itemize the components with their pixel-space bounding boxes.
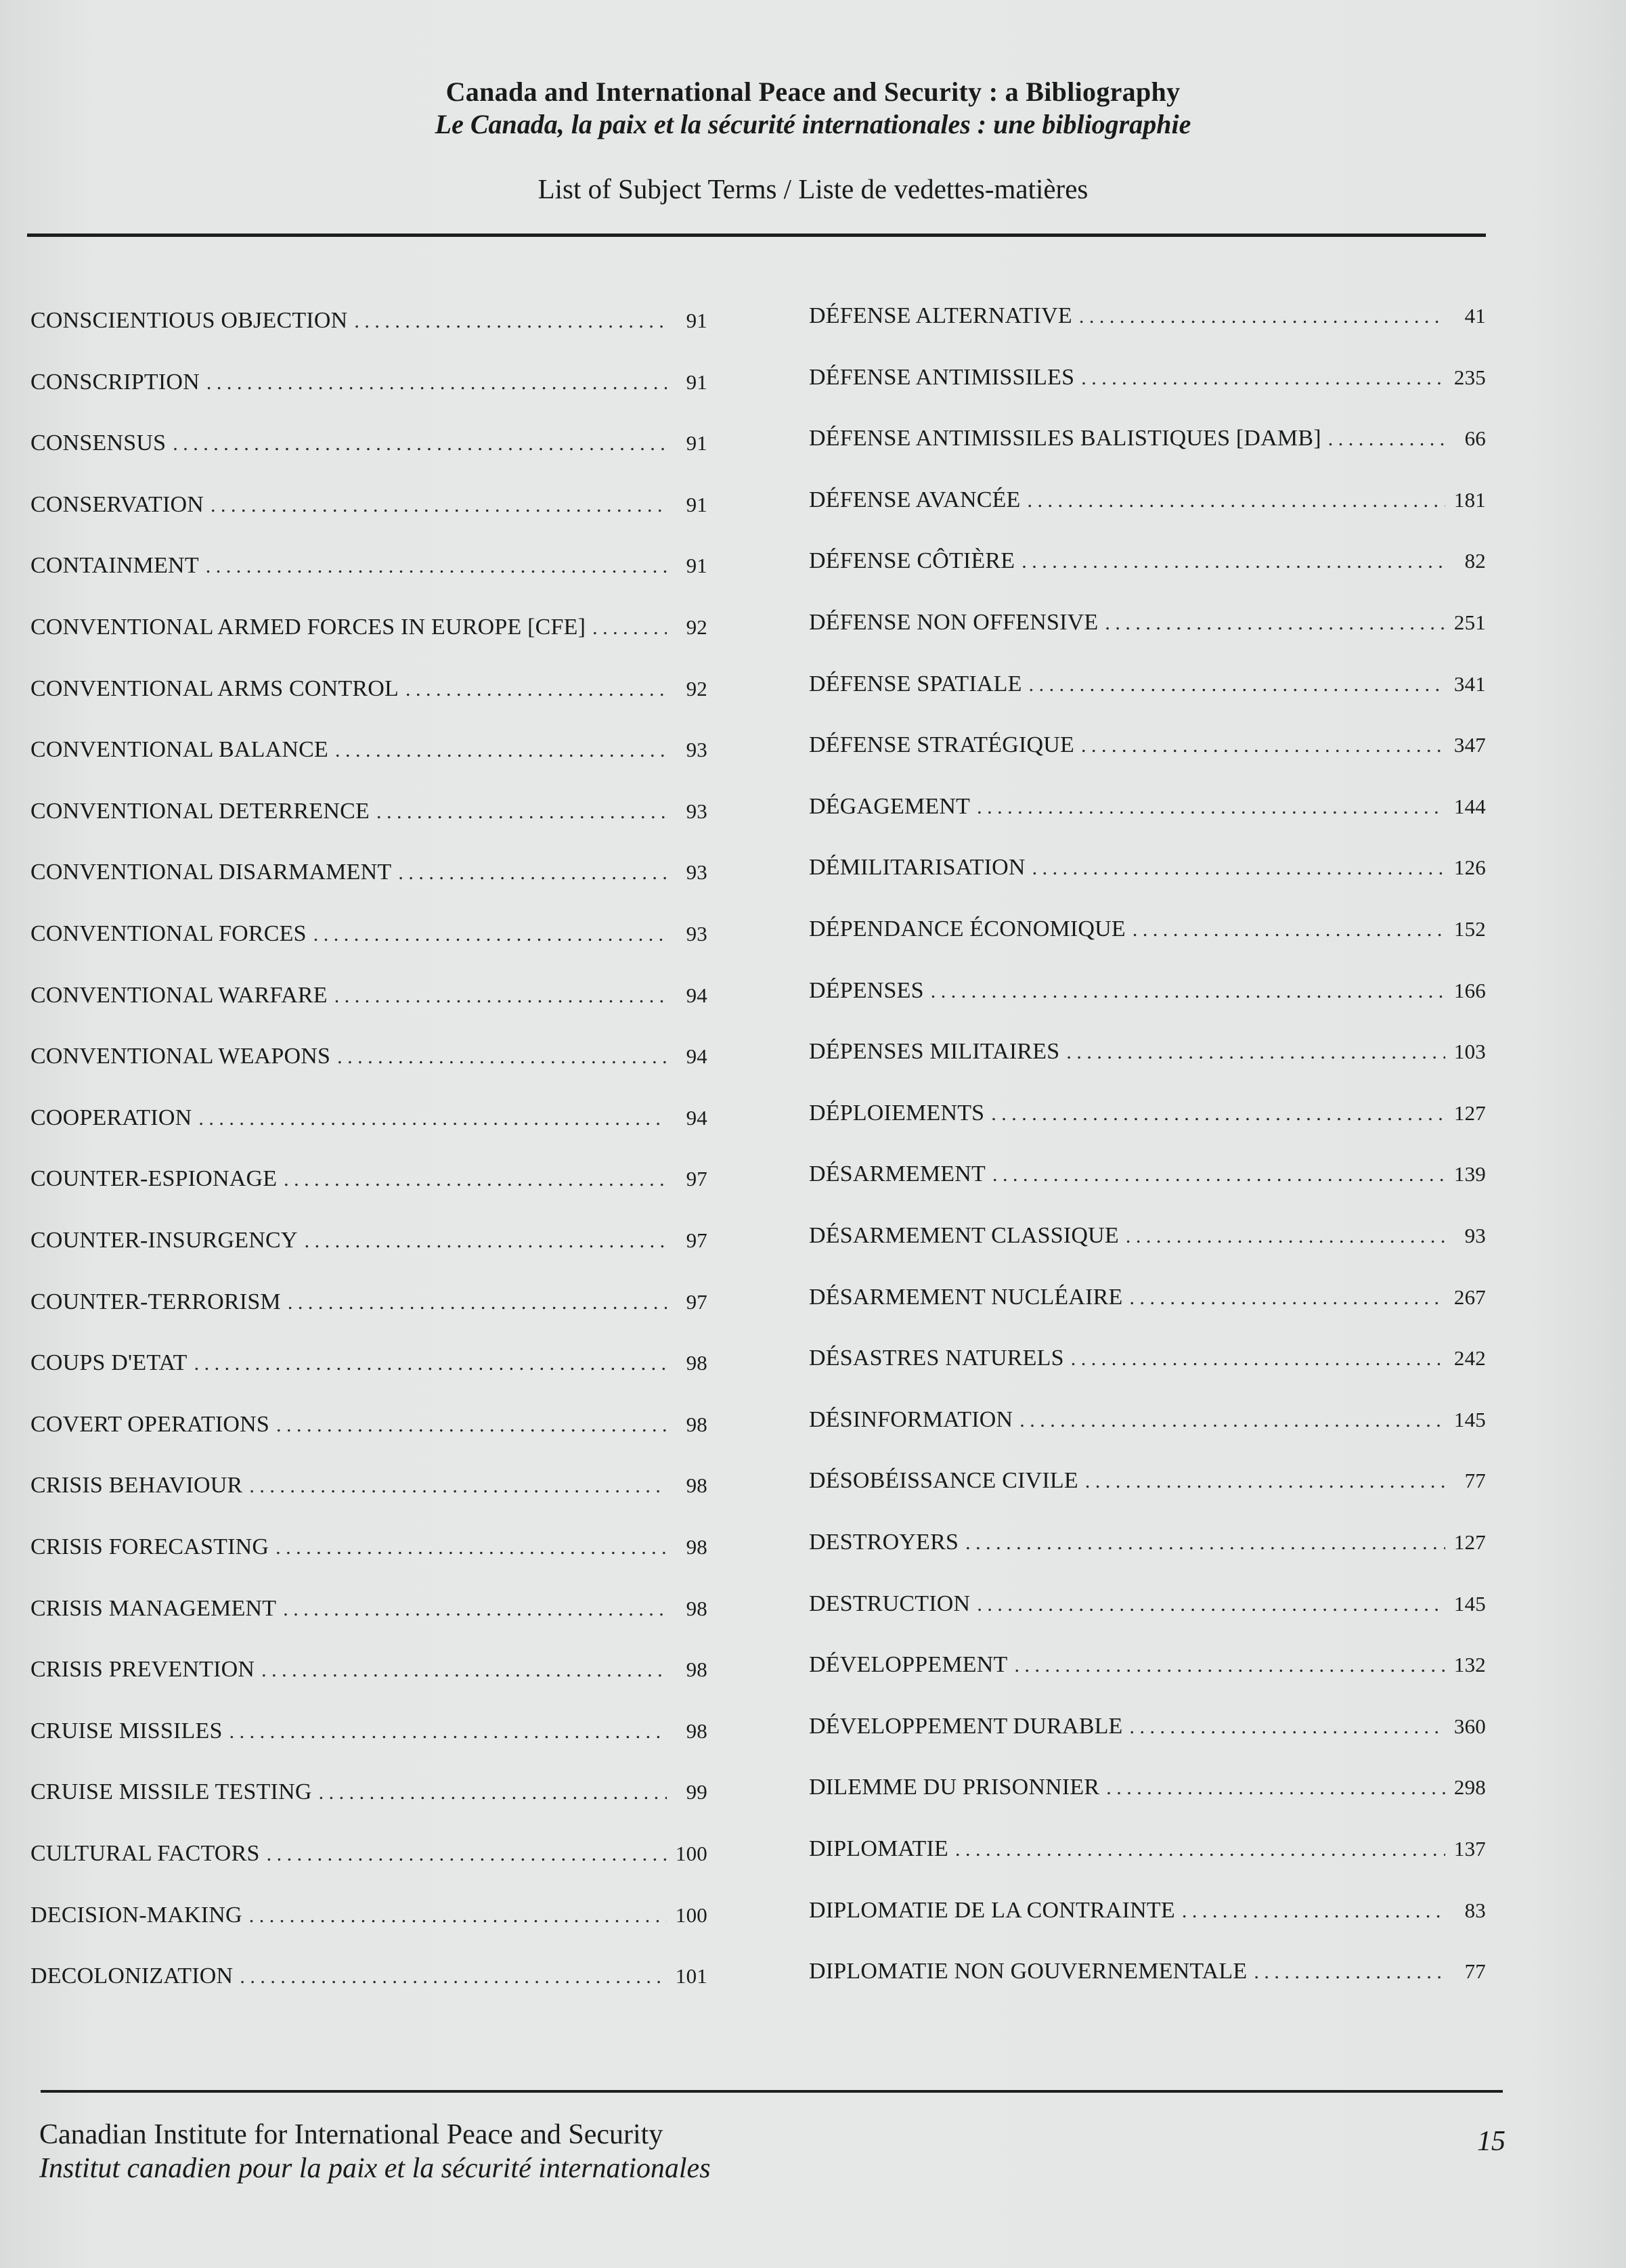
top-rule: [27, 234, 1486, 237]
page-reference: 137: [1453, 1837, 1486, 1861]
left-index-entry: [30, 983, 707, 1017]
page-reference: 100: [675, 1903, 707, 1927]
subject-term: DÉFENSE ANTIMISSILES BALISTIQUES [DAMB]: [809, 426, 1321, 451]
dot-leader: [1130, 1716, 1445, 1739]
page-reference: 267: [1453, 1285, 1486, 1309]
bibliography-title-french: Le Canada, la paix et la sécurité internationales : une bibliographie: [435, 109, 1191, 139]
subject-term: CRISIS PREVENTION: [30, 1657, 255, 1683]
dot-leader: [991, 1103, 1445, 1126]
left-index-entry: [30, 430, 707, 464]
page-reference: 127: [1453, 1100, 1486, 1125]
left-index-entry: [30, 1534, 707, 1568]
dot-leader: [305, 1230, 667, 1253]
subject-term: DÉPENDANCE ÉCONOMIQUE: [809, 916, 1126, 941]
dot-leader: [992, 1163, 1445, 1186]
right-index-entry: [809, 548, 1486, 582]
subject-term: DECISION-MAKING: [30, 1902, 242, 1928]
dot-leader: [965, 1532, 1445, 1555]
page-reference: 341: [1453, 671, 1486, 696]
right-index-entry: [809, 1407, 1486, 1441]
subject-term: CONVENTIONAL ARMS CONTROL: [30, 675, 399, 701]
right-index-entry: [809, 1714, 1486, 1748]
left-index-entry: [30, 1779, 707, 1813]
page-reference: 98: [686, 1535, 707, 1559]
right-index-entry: [809, 794, 1486, 828]
left-index-entry: [30, 1718, 707, 1752]
subject-term: DIPLOMATIE: [809, 1836, 948, 1861]
page-reference: 98: [686, 1718, 707, 1743]
page-reference: 93: [686, 922, 707, 946]
right-index-entry: [809, 1530, 1486, 1563]
dot-leader: [1019, 1409, 1445, 1432]
subject-term: CRISIS BEHAVIOUR: [30, 1473, 243, 1498]
page-reference: 145: [1453, 1407, 1486, 1431]
dot-leader: [1126, 1225, 1445, 1248]
page-reference: 41: [1464, 304, 1486, 328]
dot-leader: [288, 1291, 667, 1314]
subject-term: CRUISE MISSILES: [30, 1718, 223, 1743]
right-index-entry: [809, 1775, 1486, 1808]
dot-leader: [249, 1905, 667, 1928]
page-reference: 100: [675, 1842, 707, 1865]
subject-term: DÉSARMEMENT CLASSIQUE: [809, 1223, 1119, 1248]
subject-term: DÉFENSE SPATIALE: [809, 671, 1022, 696]
right-index-entry: [809, 487, 1486, 521]
subject-term: DESTRUCTION: [809, 1591, 971, 1616]
page-reference: 139: [1453, 1162, 1486, 1186]
page-reference: 91: [686, 431, 707, 455]
right-index-entry: [809, 426, 1486, 460]
page-reference: 298: [1453, 1775, 1486, 1800]
subject-term: DÉFENSE ALTERNATIVE: [809, 303, 1072, 328]
right-index-entry: [809, 1591, 1486, 1625]
dot-leader: [240, 1965, 667, 1988]
subject-terms-subtitle: List of Subject Terms / Liste de vedettes-matières: [537, 173, 1089, 204]
left-index-entry: [30, 1657, 707, 1691]
subject-term: DÉGAGEMENT: [809, 793, 971, 819]
dot-leader: [1066, 1041, 1445, 1064]
page-reference: 99: [686, 1780, 707, 1804]
right-index-entry: [809, 916, 1486, 950]
page-reference: 152: [1453, 917, 1486, 941]
subject-term: CONVENTIONAL DETERRENCE: [30, 798, 370, 824]
page-reference: 66: [1464, 426, 1486, 451]
dot-leader: [206, 555, 667, 578]
left-index-entry: [30, 370, 707, 403]
dot-leader: [284, 1168, 667, 1191]
dot-leader: [1032, 857, 1445, 880]
subject-term: CONSERVATION: [30, 491, 204, 517]
subject-term: CONVENTIONAL ARMED FORCES IN EUROPE [CFE]: [30, 615, 586, 640]
page-reference: 97: [686, 1228, 707, 1252]
left-index-entry: [30, 1228, 707, 1262]
right-index-entry: [809, 1039, 1486, 1073]
subject-term: DÉSARMEMENT NUCLÉAIRE: [809, 1284, 1123, 1310]
dot-leader: [1133, 918, 1445, 941]
page-reference: 251: [1453, 610, 1486, 634]
subject-term: CONVENTIONAL DISARMAMENT: [30, 860, 392, 885]
dot-leader: [1085, 1470, 1445, 1493]
dot-leader: [1106, 1777, 1445, 1800]
dot-leader: [1028, 489, 1445, 512]
institute-name-english: Canadian Institute for International Peace and Security: [39, 2119, 663, 2150]
subject-term: DÉPLOIEMENTS: [809, 1100, 985, 1126]
left-index-entry: [30, 1289, 707, 1323]
dot-leader: [592, 617, 667, 640]
subject-term: COUNTER-TERRORISM: [30, 1289, 281, 1314]
dot-leader: [283, 1598, 667, 1621]
left-index-entry: [30, 1963, 707, 1997]
right-index-entry: [809, 1223, 1486, 1257]
left-index-entry: [30, 1841, 707, 1875]
subject-term: COUPS D'ETAT: [30, 1350, 188, 1376]
page-reference: 98: [686, 1596, 707, 1620]
page-reference: 97: [686, 1167, 707, 1191]
page-reference: 93: [1464, 1224, 1486, 1247]
dot-leader: [1021, 550, 1445, 573]
subject-term: DÉPENSES MILITAIRES: [809, 1039, 1060, 1065]
page-reference: 127: [1453, 1530, 1486, 1554]
subject-term: DÉPENSES: [809, 977, 924, 1003]
dot-leader: [1029, 673, 1445, 696]
page-number: 15: [1477, 2126, 1506, 2157]
page-reference: 98: [686, 1473, 707, 1498]
left-index-entry: [30, 799, 707, 832]
subject-term: CONSCRIPTION: [30, 369, 200, 395]
right-index-entry: [809, 671, 1486, 705]
subject-term: COUNTER-INSURGENCY: [30, 1228, 298, 1253]
subject-term: COUNTER-ESPIONAGE: [30, 1166, 278, 1192]
dot-leader: [931, 980, 1445, 1003]
dot-leader: [211, 494, 667, 517]
page-reference: 94: [686, 1044, 707, 1069]
right-index-entry: [809, 1285, 1486, 1318]
right-index-entry: [809, 855, 1486, 889]
left-index-entry: [30, 1412, 707, 1446]
subject-term: DÉVELOPPEMENT DURABLE: [809, 1713, 1123, 1739]
page-reference: 97: [686, 1289, 707, 1314]
dot-leader: [1081, 734, 1445, 757]
dot-leader: [1071, 1348, 1445, 1371]
dot-leader: [1105, 612, 1445, 635]
page-reference: 98: [686, 1412, 707, 1436]
subject-term: DIPLOMATIE DE LA CONTRAINTE: [809, 1897, 1175, 1923]
subject-term: DÉVELOPPEMENT: [809, 1652, 1008, 1678]
subject-term: CONVENTIONAL FORCES: [30, 921, 307, 946]
page-reference: 242: [1453, 1346, 1486, 1371]
institute-name-french: Institut canadien pour la paix et la sécurité internationales: [39, 2153, 711, 2184]
dot-leader: [376, 801, 667, 824]
page-reference: 98: [686, 1658, 707, 1682]
page-reference: 126: [1453, 855, 1486, 880]
dot-leader: [198, 1107, 667, 1130]
page-reference: 347: [1453, 733, 1486, 757]
subject-term: DÉSARMEMENT: [809, 1161, 986, 1187]
page-reference: 83: [1464, 1898, 1486, 1922]
subject-term: CONSENSUS: [30, 430, 167, 456]
subject-term: DECOLONIZATION: [30, 1963, 234, 1989]
subject-term: COOPERATION: [30, 1105, 192, 1130]
right-index-entry: [809, 1468, 1486, 1502]
subject-term: CONTAINMENT: [30, 553, 199, 579]
page-reference: 101: [675, 1964, 707, 1988]
subject-term: CONVENTIONAL BALANCE: [30, 737, 328, 763]
subject-term: DILEMME DU PRISONNIER: [809, 1775, 1100, 1800]
right-index-entry: [809, 732, 1486, 766]
left-index-entry: [30, 1596, 707, 1630]
right-index-entry: [809, 1836, 1486, 1870]
page-reference: 93: [686, 860, 707, 885]
left-index-entry: [30, 737, 707, 771]
subject-term: DÉFENSE STRATÉGIQUE: [809, 732, 1074, 758]
page-reference: 82: [1464, 549, 1486, 573]
left-index-entry: [30, 1903, 707, 1936]
dot-leader: [977, 796, 1445, 819]
right-index-entry: [809, 1652, 1486, 1686]
subject-term: DÉFENSE ANTIMISSILES: [809, 364, 1075, 390]
dot-leader: [354, 310, 667, 333]
page-reference: 181: [1453, 487, 1486, 512]
right-index-entry: [809, 1959, 1486, 1993]
dot-leader: [955, 1838, 1445, 1861]
page-reference: 93: [686, 799, 707, 823]
page-reference: 94: [686, 1105, 707, 1130]
dot-leader: [267, 1843, 667, 1866]
left-index-entry: [30, 1350, 707, 1384]
subject-term: CONVENTIONAL WEAPONS: [30, 1044, 331, 1069]
dot-leader: [405, 678, 667, 701]
dot-leader: [1079, 305, 1445, 328]
left-index-entry: [30, 1044, 707, 1077]
subject-term: CRISIS MANAGEMENT: [30, 1595, 277, 1621]
right-index-entry: [809, 365, 1486, 399]
page-reference: 166: [1453, 978, 1486, 1002]
right-index-entry: [809, 1100, 1486, 1134]
page-reference: 235: [1453, 365, 1486, 389]
dot-leader: [1328, 428, 1445, 451]
dot-leader: [1182, 1900, 1445, 1923]
left-index-entry: [30, 921, 707, 955]
dot-leader: [1081, 367, 1445, 390]
subject-term: CONSCIENTIOUS OBJECTION: [30, 308, 348, 333]
dot-leader: [261, 1659, 667, 1682]
right-index-entry: [809, 1898, 1486, 1932]
dot-leader: [1254, 1961, 1445, 1984]
subject-term: DIPLOMATIE NON GOUVERNEMENTALE: [809, 1959, 1248, 1984]
left-index-entry: [30, 553, 707, 587]
dot-leader: [337, 1046, 667, 1069]
right-index-entry: [809, 1161, 1486, 1195]
page-reference: 98: [686, 1351, 707, 1375]
left-index-entry: [30, 676, 707, 710]
subject-term: DESTROYERS: [809, 1530, 959, 1555]
dot-leader: [977, 1593, 1445, 1616]
right-index-entry: [809, 1346, 1486, 1379]
page-reference: 360: [1453, 1714, 1486, 1738]
subject-term: DÉSOBÉISSANCE CIVILE: [809, 1468, 1078, 1494]
page-reference: 93: [686, 738, 707, 762]
subject-term: DÉSASTRES NATURELS: [809, 1346, 1064, 1371]
page-reference: 132: [1453, 1653, 1486, 1677]
dot-leader: [249, 1475, 667, 1498]
subject-term: CRISIS FORECASTING: [30, 1534, 269, 1559]
dot-leader: [194, 1352, 667, 1375]
subject-term: DÉFENSE NON OFFENSIVE: [809, 610, 1099, 635]
page-reference: 91: [686, 309, 707, 332]
dot-leader: [229, 1720, 667, 1743]
dot-leader: [398, 862, 667, 885]
bibliography-title-english: Canada and International Peace and Security : a Bibliography: [445, 76, 1181, 107]
subject-term: DÉSINFORMATION: [809, 1406, 1013, 1432]
page-reference: 77: [1464, 1959, 1486, 1984]
dot-leader: [335, 739, 667, 762]
left-index-entry: [30, 492, 707, 526]
right-index-entry: [809, 610, 1486, 644]
dot-leader: [334, 985, 667, 1008]
subject-term: CONVENTIONAL WARFARE: [30, 982, 328, 1008]
dot-leader: [276, 1414, 667, 1437]
page-reference: 91: [686, 492, 707, 516]
right-index-entry: [809, 303, 1486, 337]
dot-leader: [319, 1781, 667, 1804]
subject-term: DÉMILITARISATION: [809, 855, 1026, 881]
page-reference: 145: [1453, 1591, 1486, 1616]
dot-leader: [206, 372, 667, 395]
left-index-entry: [30, 1166, 707, 1200]
page-reference: 91: [686, 554, 707, 578]
left-index-entry: [30, 1105, 707, 1139]
dot-leader: [1130, 1287, 1445, 1310]
subject-term: DÉFENSE AVANCÉE: [809, 487, 1021, 512]
left-index-entry: [30, 860, 707, 893]
page-reference: 91: [686, 370, 707, 394]
page-reference: 92: [686, 615, 707, 639]
left-index-entry: [30, 615, 707, 648]
right-index-entry: [809, 978, 1486, 1012]
subject-term: CRUISE MISSILE TESTING: [30, 1779, 312, 1805]
page-reference: 103: [1453, 1040, 1486, 1064]
left-index-entry: [30, 1473, 707, 1507]
subject-term: CULTURAL FACTORS: [30, 1841, 260, 1866]
page-reference: 144: [1453, 794, 1486, 818]
left-index-entry: [30, 308, 707, 342]
subject-term: COVERT OPERATIONS: [30, 1411, 270, 1437]
page-reference: 94: [686, 983, 707, 1007]
dot-leader: [276, 1536, 667, 1559]
dot-leader: [1014, 1654, 1445, 1677]
dot-leader: [313, 923, 667, 946]
page-reference: 92: [686, 676, 707, 701]
page-reference: 77: [1464, 1469, 1486, 1493]
subject-term: DÉFENSE CÔTIÈRE: [809, 548, 1015, 574]
bottom-rule: [41, 2090, 1503, 2093]
dot-leader: [173, 432, 667, 455]
